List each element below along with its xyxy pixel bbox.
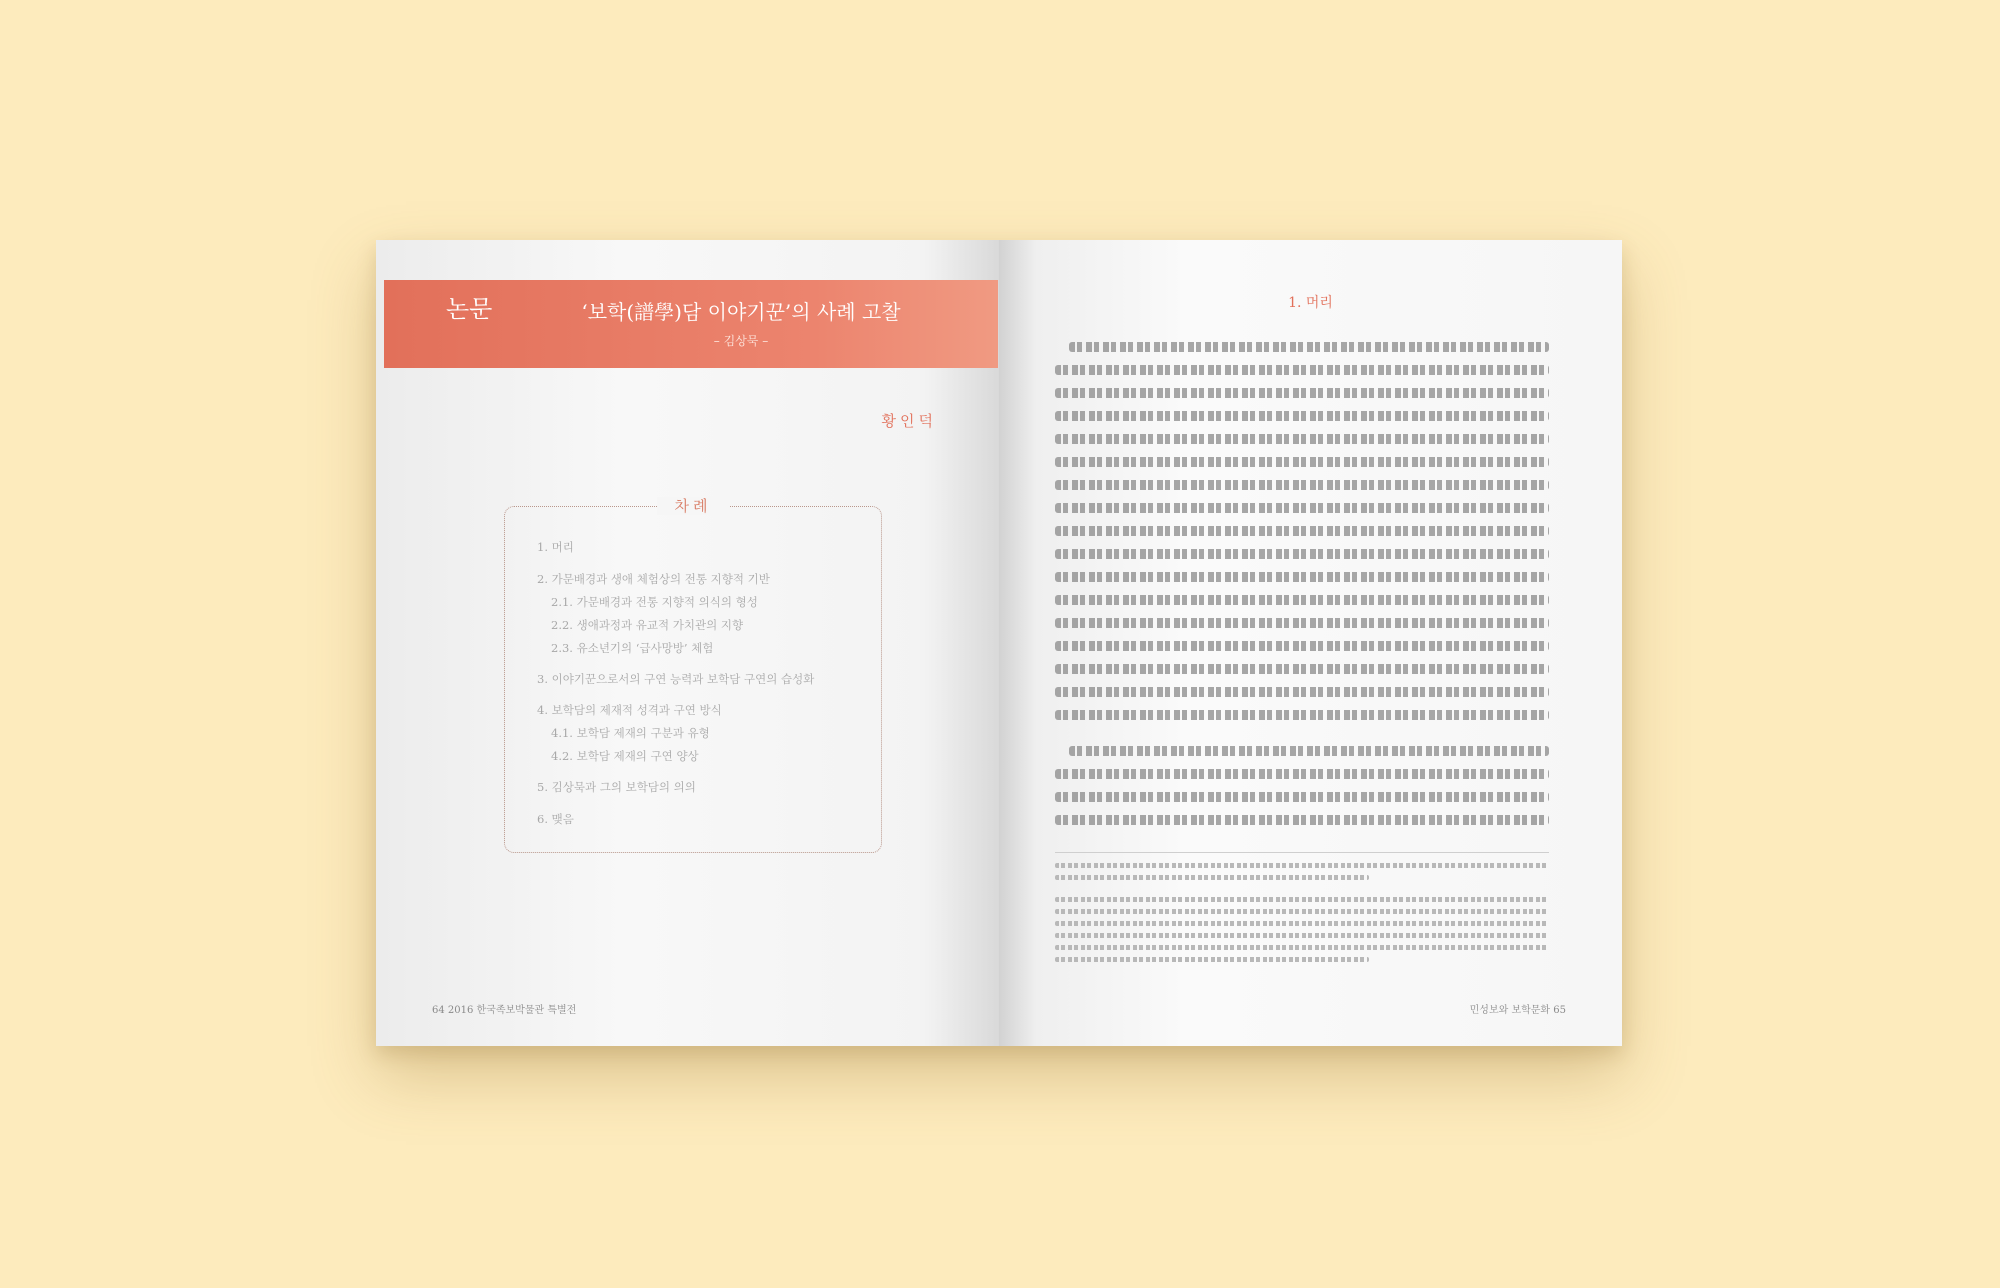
footnote-1 <box>1055 860 1549 884</box>
left-page <box>376 240 999 1046</box>
toc-item: 2. 가문배경과 생애 체험상의 전통 지향적 기반 <box>537 572 770 586</box>
toc-title: 차례 <box>657 497 730 515</box>
body-paragraph-2 <box>1055 742 1549 834</box>
footnote-divider <box>1055 852 1549 853</box>
footnote-2 <box>1055 894 1549 966</box>
section-tag-top: 논문 <box>446 295 493 323</box>
toc-item: 4.2. 보학담 제재의 구연 양상 <box>551 749 699 763</box>
left-folio: 64 2016 한국족보박물관 특별전 <box>432 1005 577 1016</box>
magazine-spread <box>376 240 1622 1046</box>
toc-item: 5. 김상묵과 그의 보학담의 의의 <box>537 780 696 794</box>
toc-item: 4.1. 보학담 제재의 구분과 유형 <box>551 726 710 740</box>
article-title: ‘보학(譜學)담 이야기꾼’의 사례 고찰 <box>581 300 901 324</box>
toc-item: 2.2. 생애과정과 유교적 가치관의 지향 <box>551 618 744 632</box>
toc-item: 2.3. 유소년기의 ‘급사망방’ 체험 <box>551 641 714 655</box>
section-heading: 1. 머리 <box>1288 295 1333 311</box>
article-subtitle: – 김상묵 – <box>713 334 769 348</box>
toc-item: 2.1. 가문배경과 전통 지향적 의식의 형성 <box>551 595 758 609</box>
toc-item: 6. 맺음 <box>537 812 574 826</box>
body-paragraph-1 <box>1055 338 1549 729</box>
toc-item: 1. 머리 <box>537 540 574 554</box>
right-page <box>999 240 1622 1046</box>
toc-item: 4. 보학담의 제재적 성격과 구연 방식 <box>537 703 722 717</box>
table-of-contents <box>504 497 882 853</box>
right-folio: 민성보와 보학문화 65 <box>1469 1005 1566 1016</box>
author-name: 황인덕 <box>881 412 937 430</box>
toc-item: 3. 이야기꾼으로서의 구연 능력과 보학담 구연의 습성화 <box>537 672 815 686</box>
title-banner <box>384 280 998 368</box>
